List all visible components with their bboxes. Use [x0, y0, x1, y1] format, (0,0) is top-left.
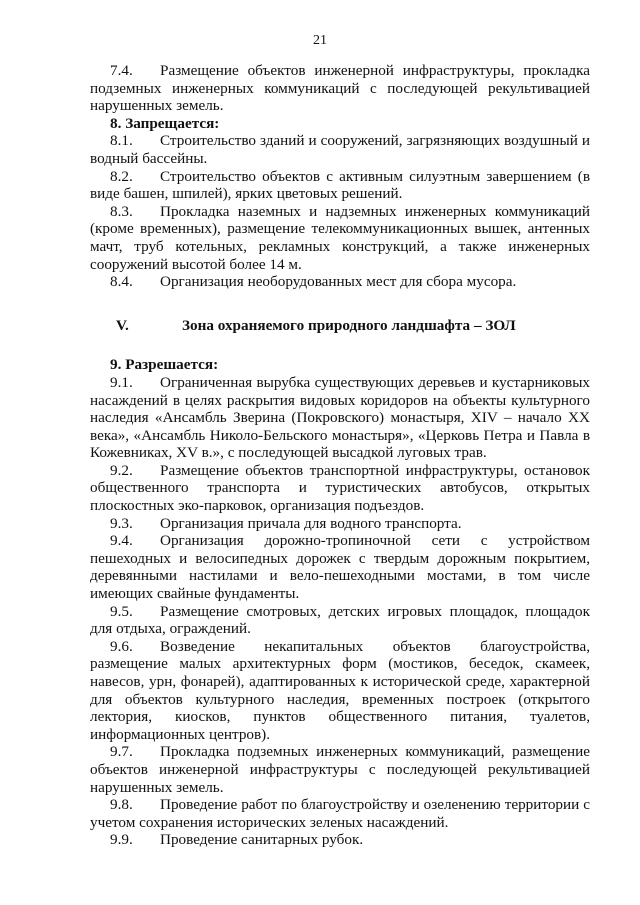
item-text: Ограниченная вырубка существующих деревьев и кустарниковых насаждений в целях раскрытия видовых коридоров на объекты культурного наследия «Ансамбль Зверина (Покровского) монастыря, XIV – начало XX века», «Ансамбль Николо-Бельского монастыря», «Церковь Петра и Павла в Кожевниках, XV в.», с последующей высадкой луговых трав.	[90, 373, 590, 462]
item-text: Размещение смотровых, детских игровых площадок, площадок для отдыха, ограждений.	[90, 602, 590, 638]
item-text: Прокладка подземных инженерных коммуникаций, размещение объектов инженерной инфраструктуры с последующей рекультивацией нарушенных земель.	[90, 743, 590, 796]
item-text: Организация необорудованных мест для сбора мусора.	[160, 273, 517, 291]
items-section-8	[90, 132, 590, 290]
page-number: 21	[313, 33, 327, 48]
item-number: 8.3.	[110, 202, 133, 220]
item-number: 9.6.	[110, 637, 133, 655]
items-section-7	[90, 62, 590, 115]
item-text: Организация дорожно-тропиночной сети с устройством пешеходных и велосипедных дорожек с твердым дорожным покрытием, деревянными настилами и вело-пешеходными мостами, в том числе имеющих свайные фундаменты.	[90, 532, 590, 603]
item-number: 9.7.	[110, 743, 133, 761]
list-item	[90, 603, 590, 638]
list-item	[90, 203, 590, 273]
item-number: 9.8.	[110, 796, 133, 814]
list-item	[90, 168, 590, 203]
item-number: 7.4.	[110, 62, 133, 79]
document-body	[90, 62, 590, 849]
item-text: Строительство зданий и сооружений, загрязняющих воздушный и водный бассейны.	[90, 132, 590, 167]
items-section-9	[90, 374, 590, 849]
list-item	[90, 273, 590, 291]
heading-prohibited: 8. Запрещается:	[110, 114, 220, 132]
list-item	[90, 743, 590, 796]
section-title	[90, 317, 590, 335]
item-text: Размещение объектов инженерной инфраструктуры, прокладка подземных инженерных коммуникаций с последующей рекультивацией нарушенных земель.	[90, 62, 590, 115]
item-number: 9.4.	[110, 532, 133, 550]
list-item	[90, 796, 590, 831]
item-number: 8.1.	[110, 132, 133, 150]
list-item	[90, 132, 590, 167]
list-item	[90, 638, 590, 744]
section-title-text: Зона охраняемого природного ландшафта – ЗОЛ	[182, 316, 516, 334]
item-number: 9.9.	[110, 831, 133, 849]
list-item	[90, 62, 590, 115]
list-item	[90, 532, 590, 602]
item-text: Проведение санитарных рубок.	[160, 831, 364, 849]
list-item	[90, 831, 590, 849]
item-number: 8.2.	[110, 167, 133, 185]
item-text: Прокладка наземных и надземных инженерных коммуникаций (кроме временных), размещение телекоммуникационных вышек, антенных мачт, труб котельных, рекламных конструкций, а также инженерных сооружений высотой более 14 м.	[90, 202, 590, 273]
item-text: Возведение некапитальных объектов благоустройства, размещение малых архитектурных форм (мостиков, беседок, скамеек, навесов, урн, фонарей), адаптированных к исторической среде, характерной для объектов культурного наследия, временных построек (открытого лектория, киосков, пунктов общественного питания, туалетов, информационных центров).	[90, 637, 590, 743]
item-number: 9.3.	[110, 514, 133, 532]
list-item	[90, 374, 590, 462]
item-number: 9.2.	[110, 461, 133, 479]
item-number: 8.4.	[110, 273, 133, 291]
heading-permitted: 9. Разрешается:	[110, 356, 219, 374]
item-number: 9.1.	[110, 373, 133, 391]
list-item	[90, 462, 590, 515]
item-text: Организация причала для водного транспорта.	[160, 514, 462, 532]
list-item	[90, 515, 590, 533]
item-text: Строительство объектов с активным силуэтным завершением (в виде башен, шпилей), ярких цветовых решений.	[90, 167, 590, 203]
item-number: 9.5.	[110, 602, 133, 620]
section-roman-numeral: V.	[116, 316, 129, 334]
item-text: Размещение объектов транспортной инфраструктуры, остановок общественного транспорта и туристических автобусов, открытых плоскостных эко-парковок, организация подъездов.	[90, 461, 590, 515]
item-text: Проведение работ по благоустройству и озеленению территории с учетом сохранения исторических зеленых насаждений.	[90, 796, 590, 831]
